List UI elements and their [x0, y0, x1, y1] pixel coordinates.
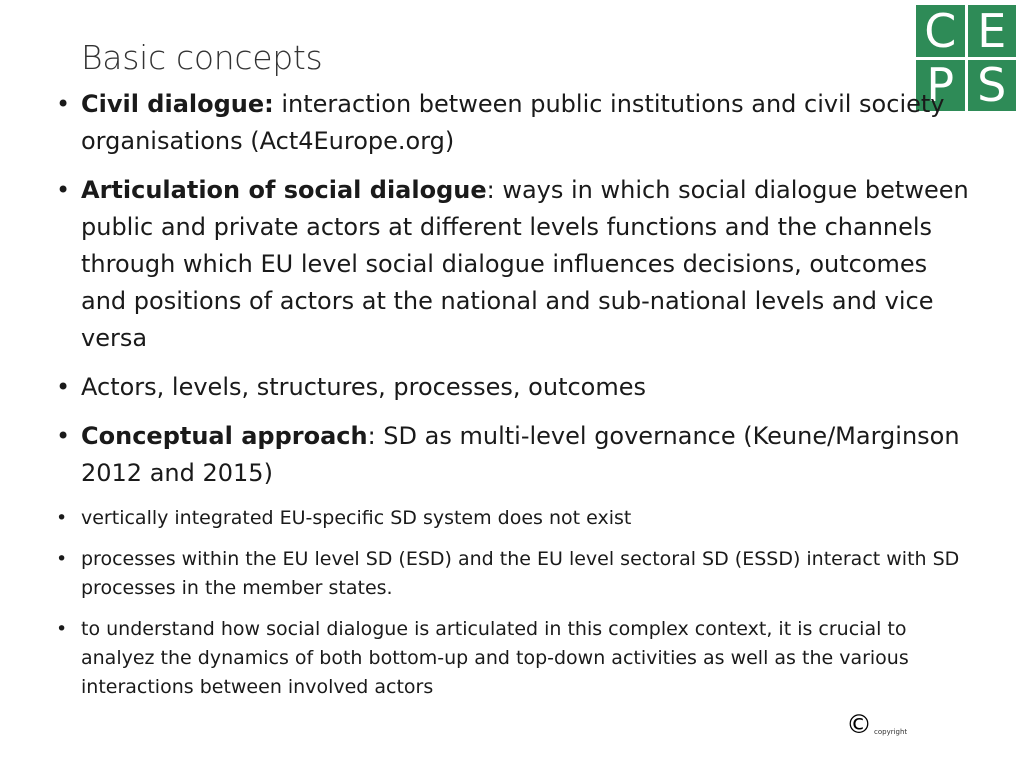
logo-letter: E — [968, 5, 1017, 57]
bullet-actors-levels — [56, 369, 976, 406]
bullet-vertically-integrated — [56, 504, 976, 533]
bullet-processes — [56, 545, 976, 603]
logo-letter: S — [968, 60, 1017, 112]
bullet-text: interaction between public institutions and civil society organisations (Act4Europe.org) — [81, 90, 945, 155]
bullet-term: Articulation of social dialogue — [81, 176, 487, 204]
slide-title: Basic concepts — [81, 38, 323, 77]
bullet-term: Civil dialogue: — [81, 90, 274, 118]
bullet-articulation — [56, 172, 976, 357]
bullet-understand — [56, 615, 976, 702]
bullet-text: processes within the EU level SD (ESD) and the EU level sectoral SD (ESSD) interact with SD processes in the member states. — [81, 548, 960, 599]
logo-letter: P — [916, 60, 965, 112]
copyright-label: copyright — [874, 728, 908, 736]
logo-letter: C — [916, 5, 965, 57]
bullet-text: : ways in which social dialogue between public and private actors at different levels functions and the channels through which EU level social dialogue influences decisions, outcomes and positions of actors at the national and sub-national levels and vice versa — [81, 176, 969, 352]
bullet-text: Actors, levels, structures, processes, outcomes — [81, 373, 647, 401]
bullet-text: to understand how social dialogue is articulated in this complex context, it is crucial to analyez the dynamics of both bottom-up and top-down activities as well as the various interactions between involved actors — [81, 618, 909, 698]
bullet-term: Conceptual approach — [81, 422, 368, 450]
bullet-civil-dialogue — [56, 86, 976, 160]
copyright-mark — [846, 712, 907, 738]
bullet-list — [56, 86, 976, 714]
bullet-conceptual-approach — [56, 418, 976, 492]
bullet-text: : SD as multi-level governance (Keune/Marginson 2012 and 2015) — [81, 422, 960, 487]
copyright-icon: © — [846, 710, 872, 740]
bullet-text: vertically integrated EU-specific SD system does not exist — [81, 507, 632, 529]
